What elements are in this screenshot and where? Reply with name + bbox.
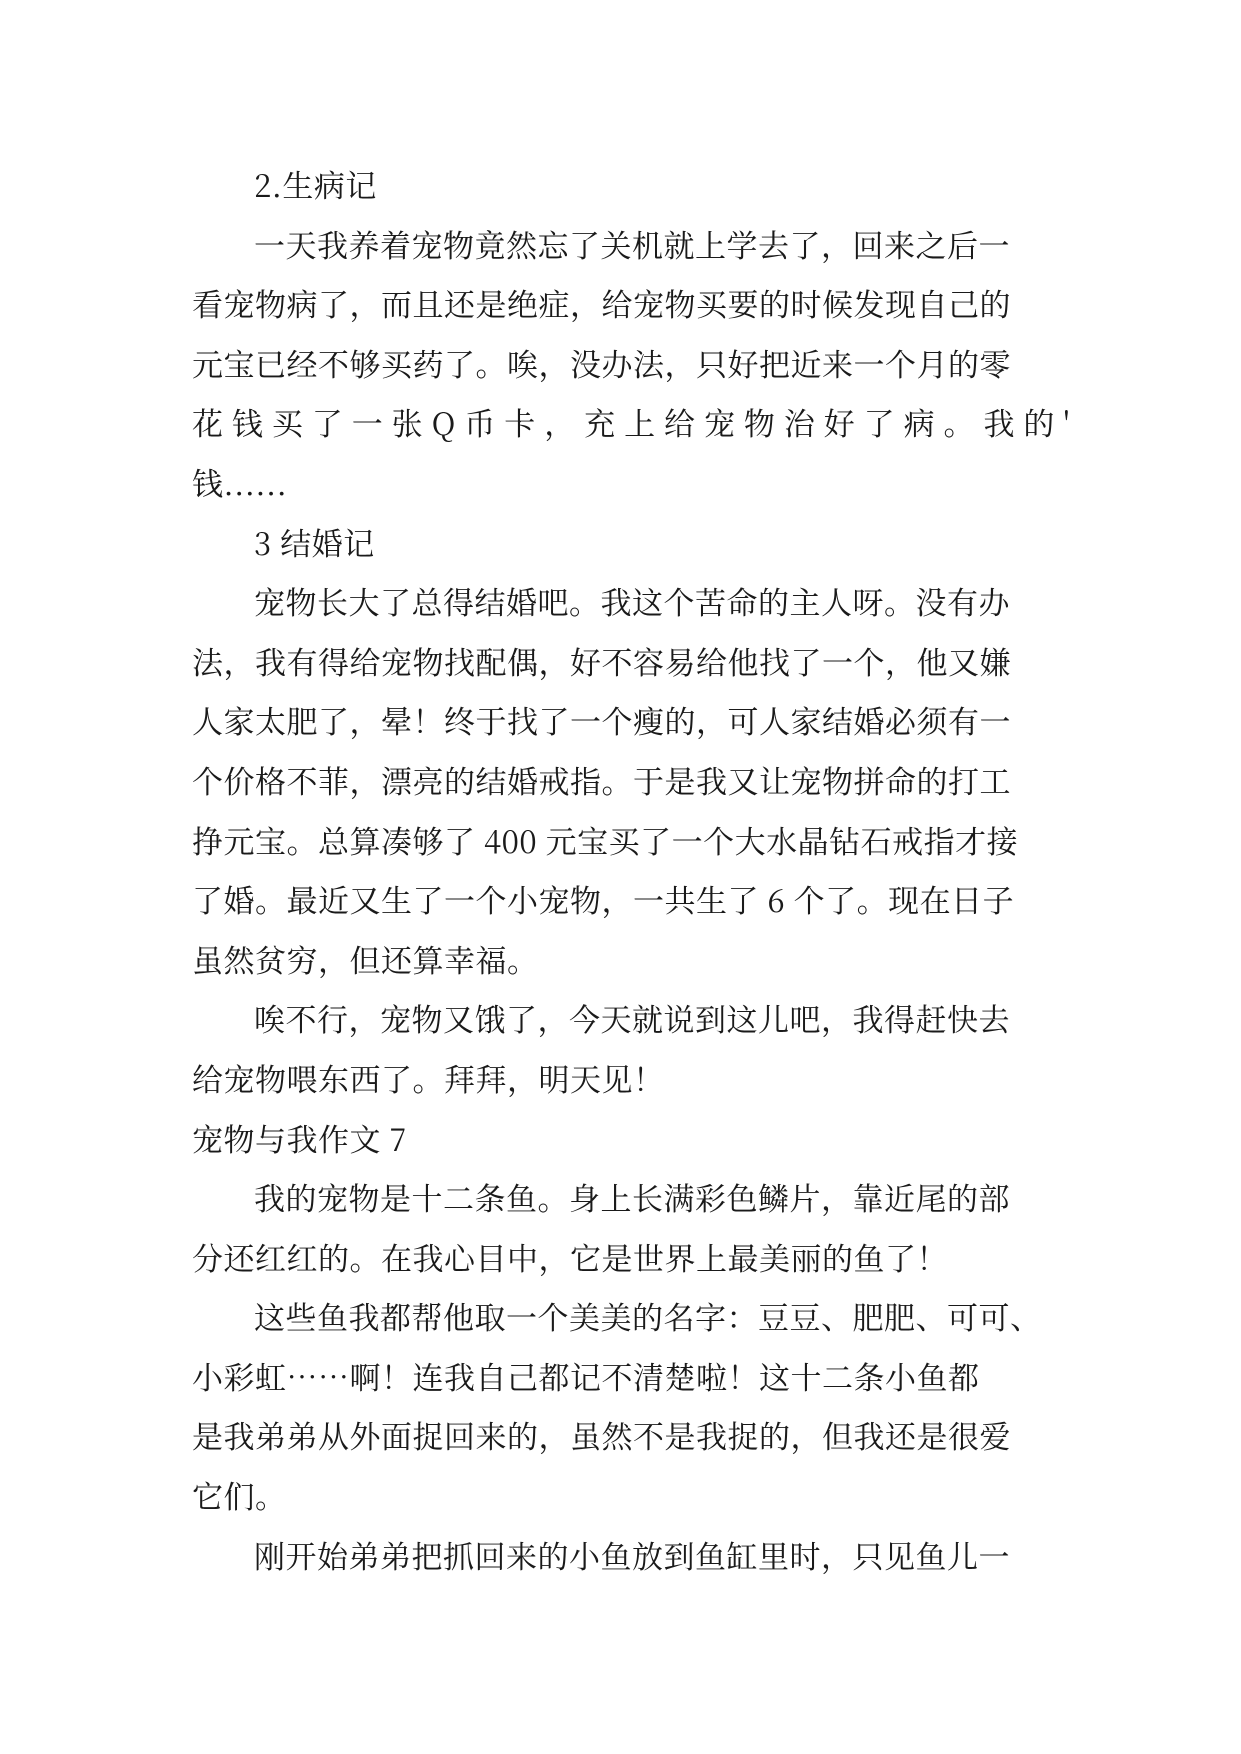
paragraph-line: 分还红红的。在我心目中，它是世界上最美丽的鱼了！: [192, 1233, 948, 1279]
paragraph-line: 了婚。最近又生了一个小宠物，一共生了 6 个了。现在日子: [192, 876, 1015, 922]
paragraph-line: 我的宠物是十二条鱼。身上长满彩色鳞片，靠近尾的部: [254, 1174, 1010, 1220]
paragraph-line: 刚开始弟弟把抓回来的小鱼放到鱼缸里时，只见鱼儿一: [254, 1531, 1010, 1577]
paragraph-line: 人家太肥了，晕！终于找了一个瘦的，可人家结婚必须有一: [192, 697, 1011, 743]
paragraph-line: 这些鱼我都帮他取一个美美的名字：豆豆、肥肥、可可、: [254, 1293, 1042, 1339]
document-body: [192, 154, 1070, 1584]
section-heading: 3 结婚记: [254, 518, 375, 564]
paragraph-line: 法，我有得给宠物找配偶，好不容易给他找了一个，他又嫌: [192, 637, 1011, 683]
paragraph-line: 它们。: [192, 1472, 287, 1518]
paragraph-line: 看宠物病了，而且还是绝症，给宠物买要的时候发现自己的: [192, 280, 1011, 326]
paragraph-line: 挣元宝。总算凑够了 400 元宝买了一个大水晶钻石戒指才接: [192, 816, 1019, 862]
paragraph-line: 唉不行，宠物又饿了，今天就说到这儿吧，我得赶快去: [254, 995, 1010, 1041]
paragraph-line: 花 钱 买 了 一 张 Q 币 卡 ， 充 上 给 宠 物 治 好 了 病 。 我 的 ': [192, 399, 1070, 445]
paragraph-line: 给宠物喂东西了。拜拜，明天见！: [192, 1054, 665, 1100]
section-heading: 2.生病记: [254, 161, 377, 206]
paragraph-line: 元宝已经不够买药了。唉，没办法，只好把近来一个月的零: [192, 339, 1011, 385]
paragraph-line: 小彩虹……啊！连我自己都记不清楚啦！这十二条小鱼都: [192, 1352, 980, 1398]
paragraph-line: 一天我养着宠物竟然忘了关机就上学去了，回来之后一: [254, 220, 1010, 266]
paragraph-line: 个价格不菲，漂亮的结婚戒指。于是我又让宠物拼命的打工: [192, 756, 1011, 802]
paragraph-line: 钱......: [192, 458, 288, 504]
paragraph-line: 虽然贫穷，但还算幸福。: [192, 935, 539, 981]
paragraph-line: 是我弟弟从外面捉回来的，虽然不是我捉的，但我还是很爱: [192, 1412, 1011, 1458]
article-title: 宠物与我作文 7: [192, 1114, 407, 1160]
paragraph-line: 宠物长大了总得结婚吧。我这个苦命的主人呀。没有办: [254, 578, 1010, 624]
